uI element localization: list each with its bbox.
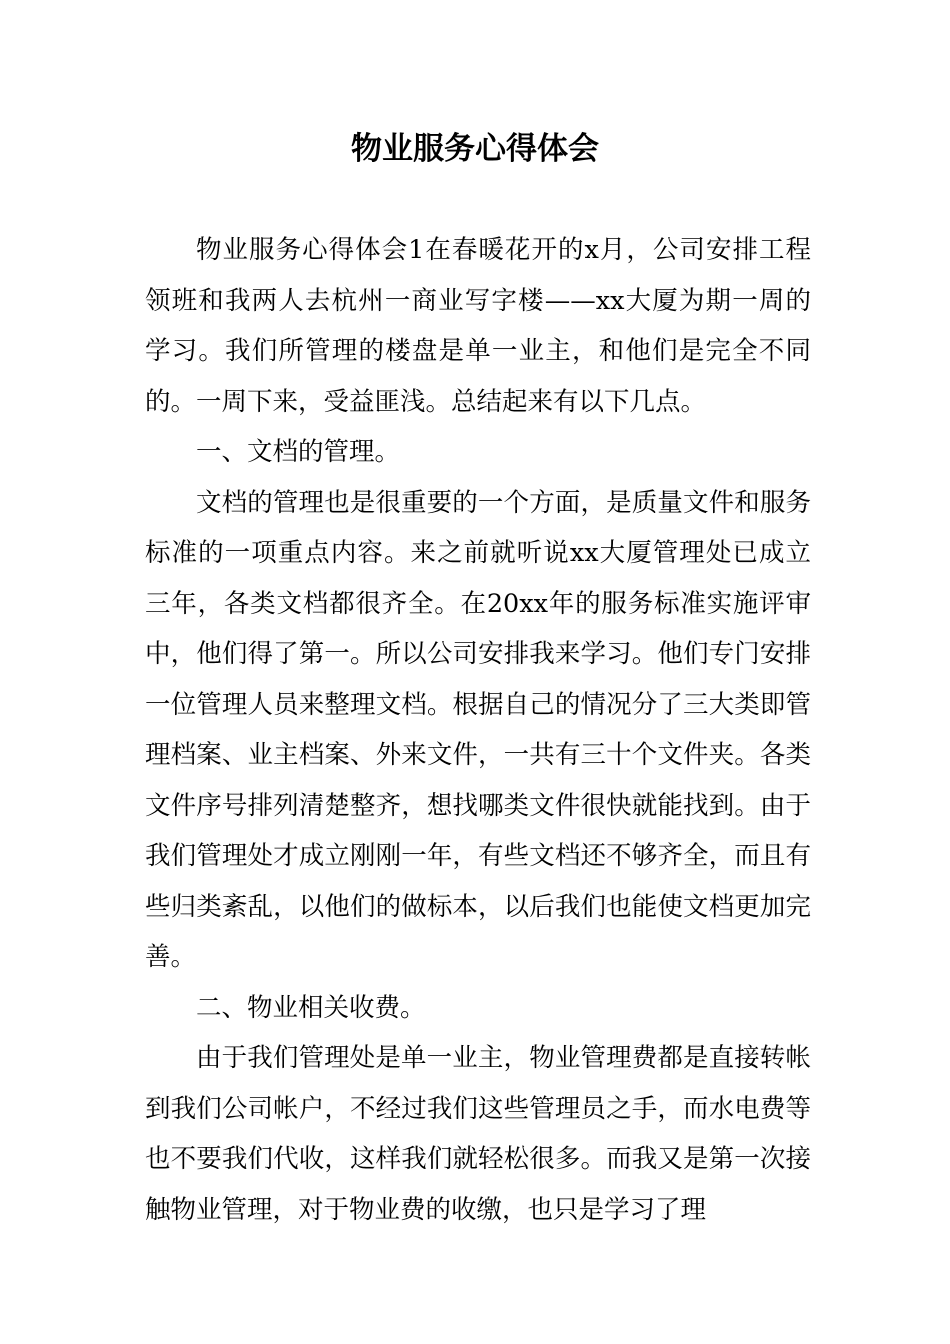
document-title: 物业服务心得体会 bbox=[351, 131, 599, 167]
section-heading-documents: 一、文档的管理。 bbox=[196, 437, 401, 467]
paragraph-fees: 由于我们管理处是单一业主，物业管理费都是直接转帐到我们公司帐户，不经过我们这些管理员之手，而水电费等也不要我们代收，这样我们就轻松很多。而我又是第一次接触物业管理，对于物业费的收缴，也只是学习了理 bbox=[145, 1043, 811, 1225]
paragraph-documents: 文档的管理也是很重要的一个方面，是质量文件和服务标准的一项重点内容。来之前就听说xx大厦管理处已成立三年，各类文档都很齐全。在20xx年的服务标准实施评审中，他们得了第一。所以公司安排我来学习。他们专门安排一位管理人员来整理文档。根据自己的情况分了三大类即管理档案、业主档案、外来文件，一共有三十个文件夹。各类文件序号排列清楚整齐，想找哪类文件很快就能找到。由于我们管理处才成立刚刚一年，有些文档还不够齐全，而且有些归类紊乱，以他们的做标本，以后我们也能使文档更加完善。 bbox=[145, 487, 811, 972]
paragraph-intro: 物业服务心得体会1在春暖花开的x月，公司安排工程领班和我两人去杭州一商业写字楼——xx大厦为期一周的学习。我们所管理的楼盘是单一业主，和他们是完全不同的。一周下来，受益匪浅。总结起来有以下几点。 bbox=[145, 235, 811, 417]
section-heading-fees: 二、物业相关收费。 bbox=[196, 992, 426, 1023]
document-body bbox=[145, 225, 811, 1235]
